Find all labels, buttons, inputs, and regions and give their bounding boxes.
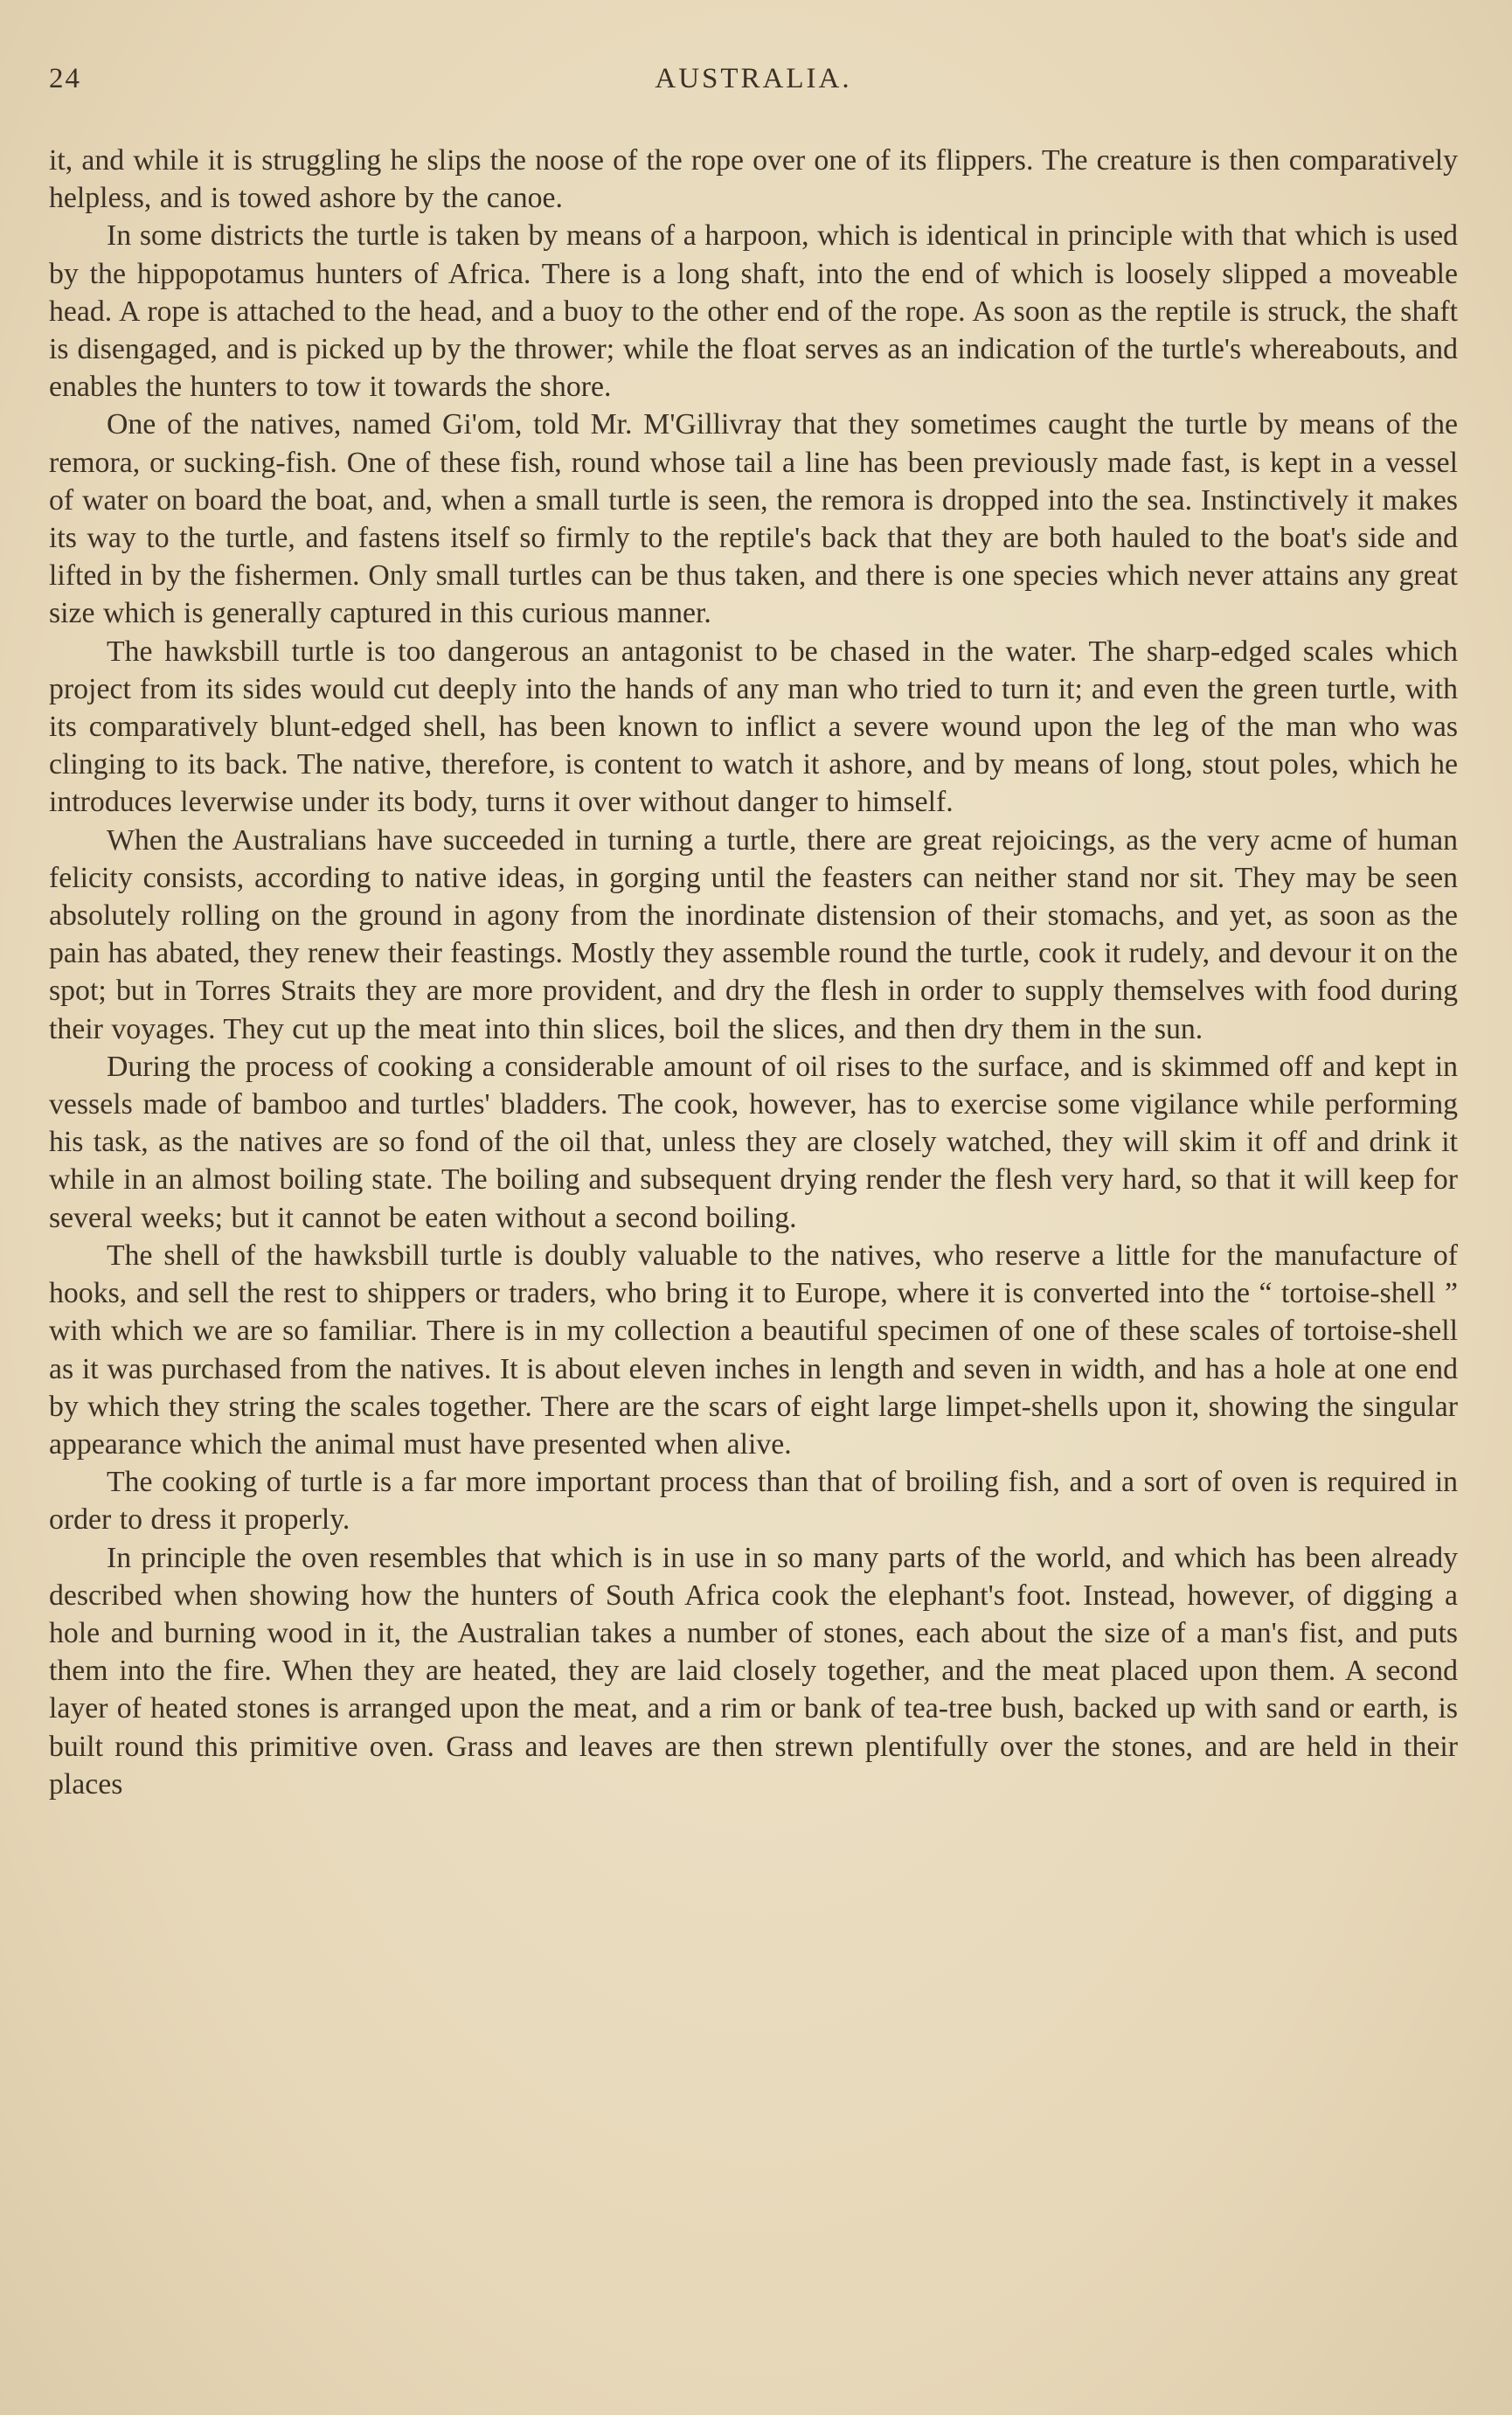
paragraph-cooking: The cooking of turtle is a far more important process than that of broiling fish, and a sort of oven is required in order to dress it properly. bbox=[49, 1466, 1458, 1537]
running-title: AUSTRALIA. bbox=[655, 63, 852, 94]
paragraph-shell: The shell of the hawksbill turtle is doubly valuable to the natives, who reserve a little for the manufacture of hooks, and sell the rest to shippers or traders, who bring it to Europe, where it is converted into the “ tortoise-shell ” with which we are so familiar. There is in my collection a beautiful specimen of one of these scales of tortoise-shell as it was purchased from the natives. It is about eleven inches in length and seven in width, and has a hole at one end by which they string the scales together. There are the scars of eight large limpet-shells upon it, showing the singular appearance which the animal must have presented when alive. bbox=[49, 1239, 1458, 1461]
running-head bbox=[49, 56, 1458, 108]
paragraph-harpoon: In some districts the turtle is taken by means of a harpoon, which is identical in principle with that which is used by the hippopotamus hunters of Africa. There is a long shaft, into the end of which is loosely slipped a moveable head. A rope is attached to the head, and a buoy to the other end of the rope. As soon as the reptile is struck, the shaft is disengaged, and is picked up by the thrower; while the float serves as an indication of the turtle's whereabouts, and enables the hunters to tow it towards the shore. bbox=[49, 219, 1458, 404]
paragraph-remora: One of the natives, named Gi'om, told Mr. M'Gillivray that they sometimes caught the turtle by means of the remora, or sucking-fish. One of these fish, round whose tail a line has been previously made fast, is kept in a vessel of water on board the boat, and, when a small turtle is seen, the remora is dropped into the sea. Instinctively it makes its way to the turtle, and fastens itself so firmly to the reptile's back that they are both hauled to the boat's side and lifted in by the fishermen. Only small turtles can be thus taken, and there is one species which never attains any great size which is generally captured in this curious manner. bbox=[49, 408, 1458, 630]
paragraph-rejoicings: When the Australians have succeeded in turning a turtle, there are great rejoicings, as the very acme of human felicity consists, according to native ideas, in gorging until the feasters can neither stand nor sit. They may be seen absolutely rolling on the ground in agony from the inordinate distension of their stomachs, and yet, as soon as the pain has abated, they renew their feastings. Mostly they assemble round the turtle, cook it rudely, and devour it on the spot; but in Torres Straits they are more provident, and dry the flesh in order to supply themselves with food during their voyages. They cut up the meat into thin slices, boil the slices, and then dry them in the sun. bbox=[49, 823, 1458, 1045]
page-number: 24 bbox=[49, 63, 81, 94]
book-page bbox=[49, 56, 1458, 2363]
paragraph-oven: In principle the oven resembles that which is in use in so many parts of the world, and which has been already described when showing how the hunters of South Africa cook the elephant's foot. Instead, however, of digging a hole and burning wood in it, the Australian takes a number of stones, each about the size of a man's fist, and puts them into the fire. When they are heated, they are laid closely together, and the meat placed upon them. A second layer of heated stones is arranged upon the meat, and a rim or bank of tea-tree bush, backed up with sand or earth, is built round this primitive oven. Grass and leaves are then strewn plentifully over the stones, and are held in their places bbox=[49, 1541, 1458, 1801]
paragraph-oil: During the process of cooking a considerable amount of oil rises to the surface, and is skimmed off and kept in vessels made of bamboo and turtles' bladders. The cook, however, has to exercise some vigilance while performing his task, as the natives are so fond of the oil that, unless they are closely watched, they will skim it off and drink it while in an almost boiling state. The boiling and subsequent drying render the flesh very hard, so that it will keep for several weeks; but it cannot be eaten without a second boiling. bbox=[49, 1050, 1458, 1234]
body-text bbox=[49, 142, 1458, 1803]
paragraph-hawksbill: The hawksbill turtle is too dangerous an antagonist to be chased in the water. The sharp-edged scales which project from its sides would cut deeply into the hands of any man who tried to turn it; and even the green turtle, with its comparatively blunt-edged shell, has been known to inflict a severe wound upon the leg of the man who was clinging to its back. The native, therefore, is content to watch it ashore, and by means of long, stout poles, which he introduces leverwise under its body, turns it over without danger to himself. bbox=[49, 635, 1458, 819]
paragraph-continuation: it, and while it is struggling he slips the noose of the rope over one of its flippers. The creature is then comparatively helpless, and is towed ashore by the canoe. bbox=[49, 144, 1458, 215]
